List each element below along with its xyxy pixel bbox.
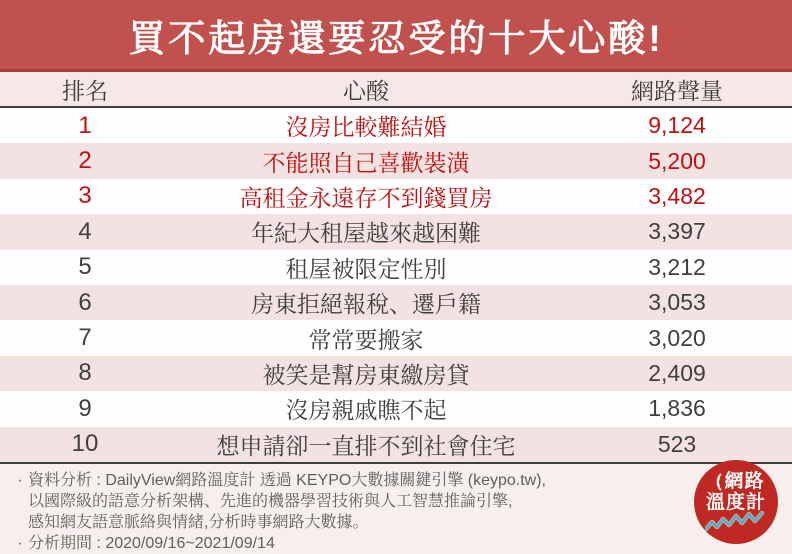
item-cell: 高租金永遠存不到錢買房 [239, 184, 493, 211]
footer-note-line [12, 512, 792, 533]
footer-text: 感知網友語意脈絡與情緒,分析時事網路大數據。 [28, 513, 369, 531]
volume-cell: 3,397 [648, 218, 706, 245]
rank-cell: 9 [78, 394, 92, 422]
item-cell: 年紀大租屋越來越困難 [251, 220, 481, 247]
page-title: 買不起房還要忍受的十大心酸! [128, 17, 664, 59]
item-cell: 租屋被限定性別 [285, 255, 447, 282]
table-row [0, 108, 792, 143]
footer-notes [0, 464, 792, 554]
volume-cell: 2,409 [648, 359, 706, 386]
title-banner [0, 0, 792, 72]
item-cell: 不能照自己喜歡裝潢 [262, 149, 470, 176]
rank-cell: 7 [78, 324, 92, 352]
item-cell: 沒房比較難結婚 [285, 114, 447, 141]
volume-cell: 3,212 [648, 253, 706, 280]
signal-waves-icon [713, 473, 723, 491]
volume-cell: 523 [657, 430, 697, 457]
brand-logo-badge [694, 460, 778, 544]
table-header-row [0, 72, 792, 108]
table-row [0, 143, 792, 178]
rank-cell: 8 [78, 359, 92, 387]
rank-cell: 6 [78, 288, 92, 316]
volume-cell: 3,053 [648, 289, 706, 316]
table-row [0, 356, 792, 391]
table-row [0, 320, 792, 355]
ranking-rows [0, 108, 792, 462]
header-volume: 網路聲量 [631, 77, 723, 104]
table-row [0, 214, 792, 249]
volume-cell: 3,020 [648, 324, 706, 351]
trend-zigzag-icon [705, 511, 767, 533]
rank-cell: 3 [78, 182, 92, 210]
item-cell: 房東拒絕報稅、遷戶籍 [251, 291, 481, 318]
footer-text: 以國際級的語意分析架構、先進的機器學習技術與人工智慧推論引擎, [28, 492, 513, 510]
footer-text: 分析期間 : 2020/09/16~2021/09/14 [28, 534, 275, 552]
item-cell: 沒房親戚瞧不起 [285, 397, 447, 424]
volume-cell: 3,482 [648, 182, 706, 209]
header-item: 心酸 [343, 77, 389, 104]
header-rank: 排名 [62, 77, 108, 104]
table-row [0, 427, 792, 462]
rank-cell: 1 [78, 111, 92, 139]
volume-cell: 5,200 [648, 147, 706, 174]
rank-cell: 4 [78, 217, 92, 245]
item-cell: 被笑是幫房東繳房貸 [262, 361, 470, 388]
item-cell: 常常要搬家 [308, 326, 424, 353]
volume-cell: 9,124 [648, 112, 706, 139]
table-row [0, 250, 792, 285]
rank-cell: 2 [78, 147, 92, 175]
logo-text-line2: 溫度計 [705, 492, 766, 513]
footer-bullet: · [17, 534, 23, 552]
rank-cell: 5 [78, 253, 92, 281]
item-cell: 想申請卻一直排不到社會住宅 [216, 432, 516, 459]
footer-bullet [12, 491, 28, 512]
footer-text: 資料分析 : DailyView網路溫度計 透過 KEYPO大數據關鍵引擎 (keypo.tw), [28, 471, 547, 489]
table-row [0, 391, 792, 426]
logo-text-line1: 網路 [713, 471, 764, 492]
footer-note-line [12, 533, 792, 554]
rank-cell: 10 [71, 430, 99, 458]
table-row [0, 179, 792, 214]
footer-bullet: · [17, 471, 23, 489]
footer-note-line [12, 470, 792, 491]
footer-note-line [12, 491, 792, 512]
volume-cell: 1,836 [648, 395, 706, 422]
table-row [0, 285, 792, 320]
footer-bullet [12, 512, 28, 533]
